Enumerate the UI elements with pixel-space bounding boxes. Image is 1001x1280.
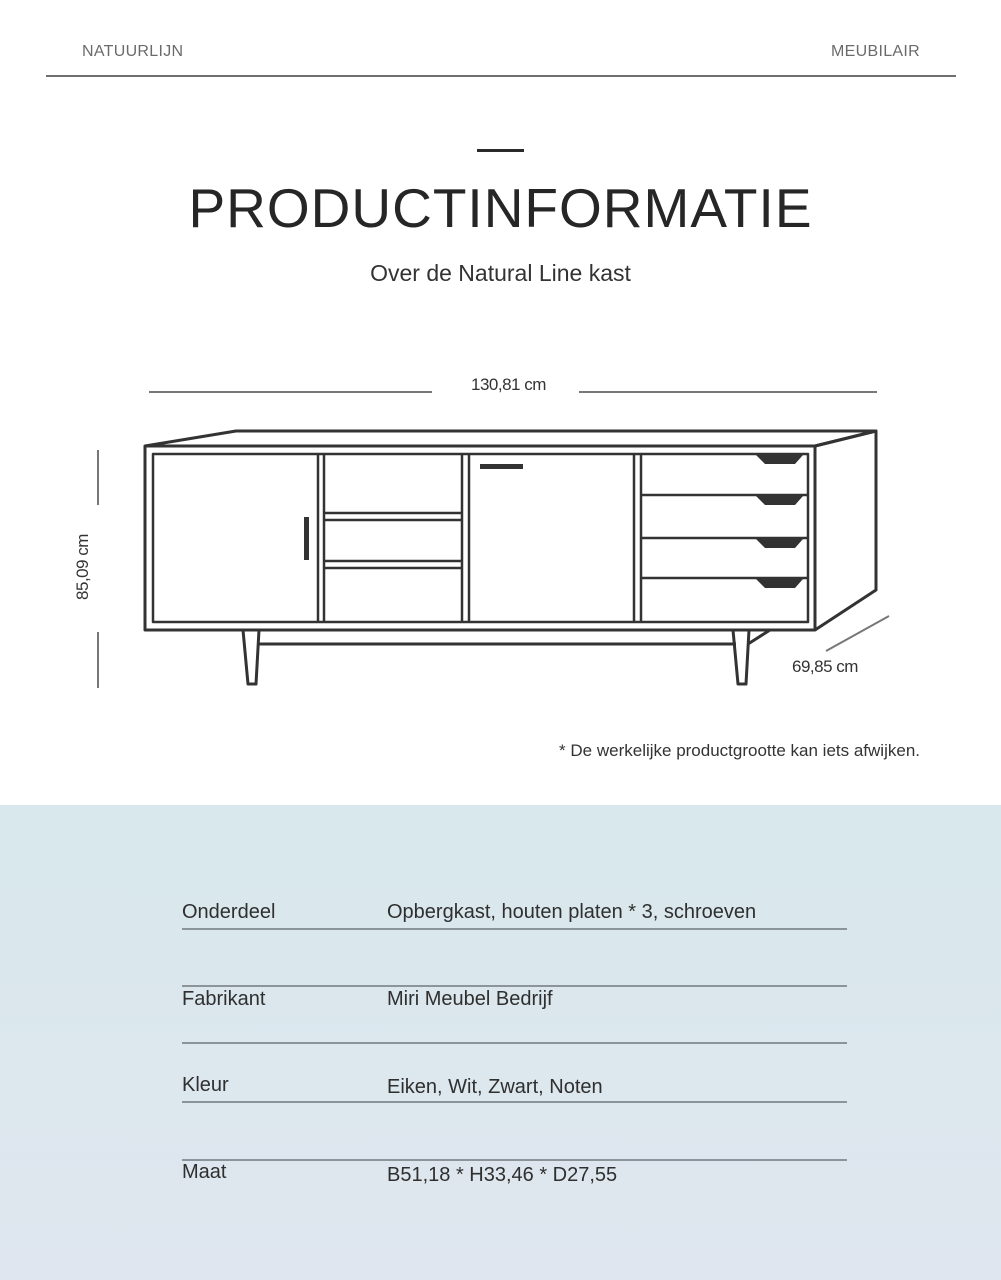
size-disclaimer: * De werkelijke productgrootte kan iets afwijken. [559,741,920,760]
drawer-handle [756,579,803,588]
spec-label: Fabrikant [182,988,266,1010]
depth-dimension-line [826,616,889,651]
spec-divider [182,1101,847,1103]
drawer-handle [756,496,803,505]
page-subtitle: Over de Natural Line kast [370,260,631,286]
spec-label: Onderdeel [182,901,276,923]
depth-dimension-label: 69,85 cm [792,657,858,676]
spec-value: Opbergkast, houten platen * 3, schroeven [387,901,757,923]
cabinet-base-side [748,630,770,644]
spec-value: Miri Meubel Bedrijf [387,988,553,1010]
door-handle-top [480,464,523,469]
width-dimension-label: 130,81 cm [471,375,546,394]
height-dimension-label: 85,09 cm [72,534,92,600]
cabinet-top-outline [145,431,876,446]
cabinet-leg-left [243,630,259,684]
drawer-handle [756,539,803,548]
spec-divider [182,1159,847,1161]
brand-label: NATUURLIJN [82,43,184,60]
cabinet-leg-right [733,630,749,684]
spec-divider [182,1042,847,1044]
cabinet-side-outline [815,431,876,630]
spec-divider [182,928,847,930]
spec-value: Eiken, Wit, Zwart, Noten [387,1076,603,1098]
spec-label: Kleur [182,1074,229,1096]
drawer-handle [756,455,803,464]
category-label: MEUBILAIR [831,43,920,60]
door-handle-left [304,517,309,560]
spec-label: Maat [182,1161,227,1183]
spec-divider [182,985,847,987]
spec-value: B51,18 * H33,46 * D27,55 [387,1164,618,1186]
page-title: PRODUCTINFORMATIE [188,177,813,239]
